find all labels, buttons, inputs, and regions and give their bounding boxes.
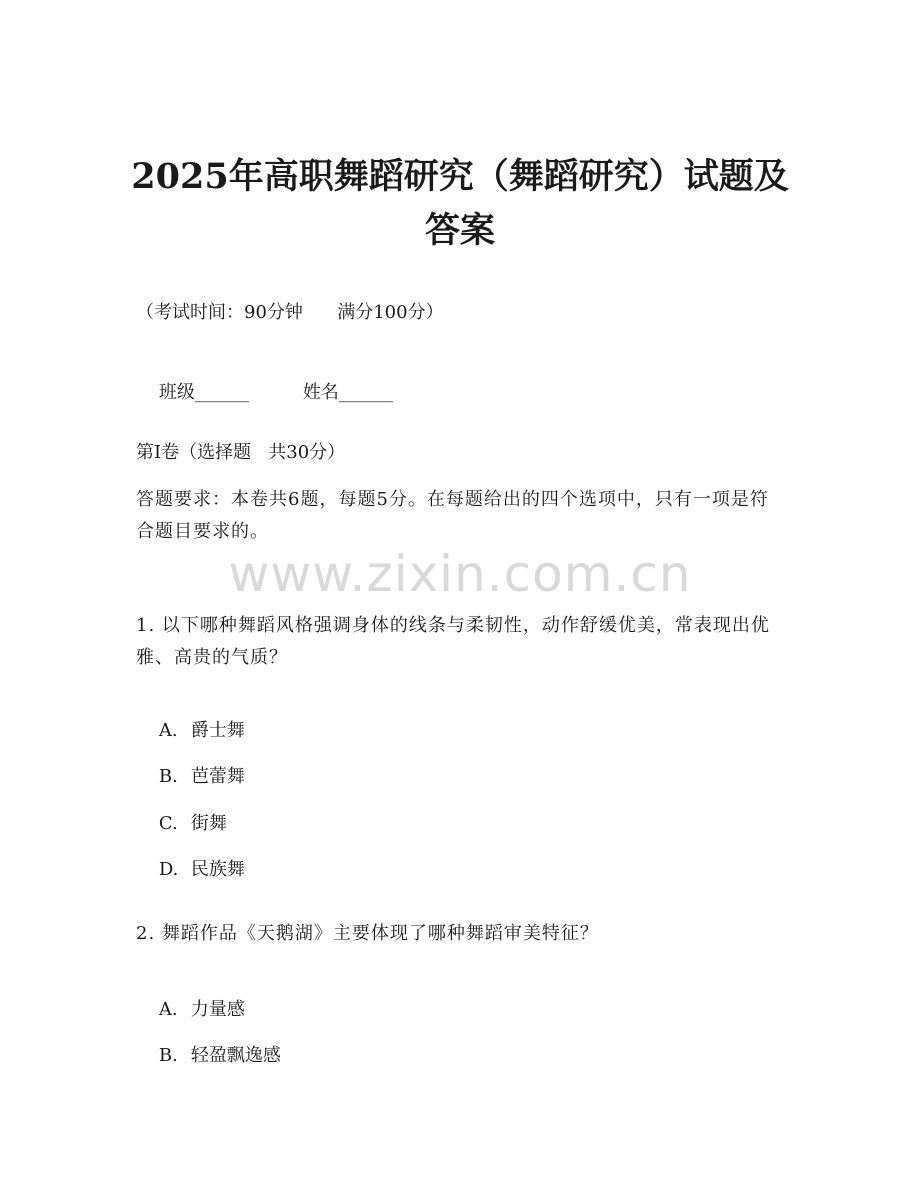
section-heading: 第I卷（选择题 共30分） (136, 442, 346, 463)
question-text: 以下哪种舞蹈风格强调身体的线条与柔韧性，动作舒缓优美，常表现出优雅、高贵的气质？ (136, 615, 770, 668)
option-letter: A. (158, 720, 178, 741)
option-letter: C. (158, 813, 178, 834)
option-1d[interactable] (136, 825, 245, 915)
option-text: 轻盈飘逸感 (190, 1045, 281, 1066)
question-number: 2. (136, 923, 156, 944)
option-letter: B. (158, 766, 178, 787)
question-number: 1. (136, 615, 156, 636)
option-letter: B. (158, 1045, 178, 1066)
student-fields (136, 348, 393, 438)
watermark: www.zixin.com.cn (228, 545, 692, 603)
option-2b[interactable] (136, 1011, 281, 1101)
document-title: 2025年高职舞蹈研究（舞蹈研究）试题及答案 (131, 156, 789, 251)
option-text: 力量感 (190, 999, 245, 1020)
option-text: 民族舞 (190, 859, 245, 880)
class-field[interactable]: 班级______ (158, 382, 249, 403)
option-text: 爵士舞 (190, 720, 245, 741)
instructions: 答题要求：本卷共6题，每题5分。在每题给出的四个选项中，只有一项是符合题目要求的。 (136, 489, 769, 542)
name-field[interactable]: 姓名______ (302, 382, 393, 403)
exam-info: （考试时间：90分钟 满分100分） (136, 302, 444, 323)
option-text: 芭蕾舞 (190, 766, 245, 787)
option-text: 街舞 (190, 813, 227, 834)
option-letter: D. (158, 859, 179, 880)
question-2 (136, 918, 776, 950)
question-text: 舞蹈作品《天鹅湖》主要体现了哪种舞蹈审美特征？ (161, 923, 599, 944)
option-letter: A. (158, 999, 178, 1020)
question-1 (136, 610, 776, 674)
